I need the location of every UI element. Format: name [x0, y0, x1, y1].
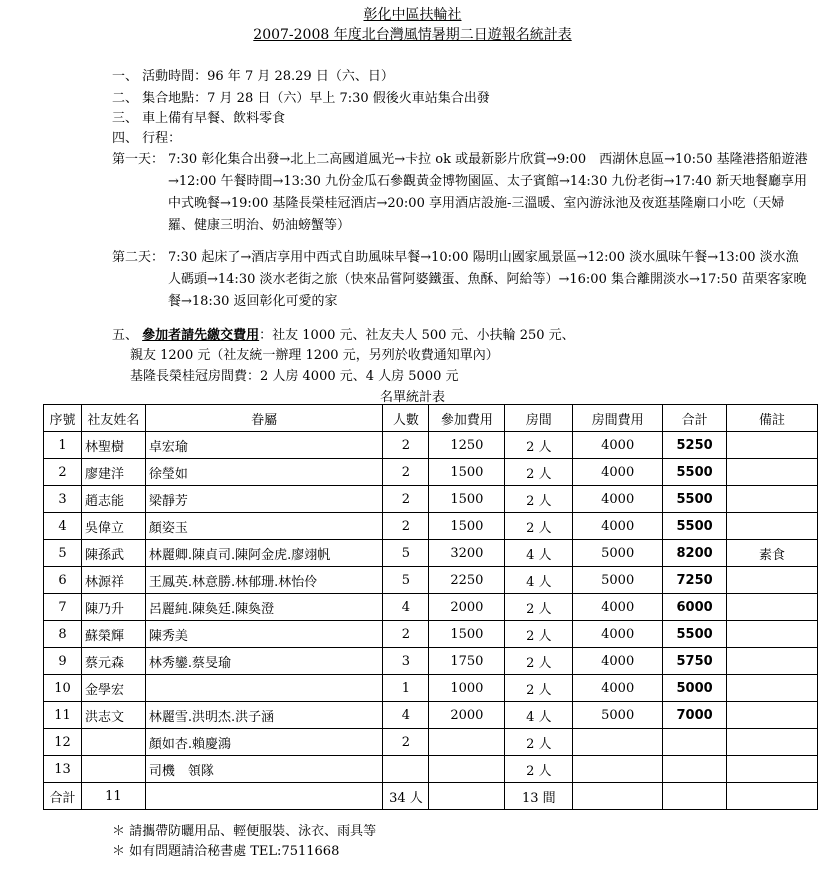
table-cell: 2: [383, 432, 429, 459]
table-cell: 陳秀美: [145, 621, 383, 648]
table-cell: 4: [44, 513, 82, 540]
table-cell: 5: [44, 540, 82, 567]
table-cell: 2250: [429, 567, 505, 594]
table-cell: 4 人: [505, 540, 573, 567]
col-header: 房間費用: [573, 405, 663, 432]
table-cell: 4000: [573, 675, 663, 702]
table-row: [44, 621, 818, 648]
table-cell: 王鳳英.林意勝.林郁珊.林怡伶: [145, 567, 383, 594]
table-cell: [429, 756, 505, 783]
table-cell: 梁靜芳: [145, 486, 383, 513]
table-cell: 4000: [573, 432, 663, 459]
table-row: [44, 540, 818, 567]
form-title: 2007-2008 年度北台灣風情暑期二日遊報名統計表: [253, 27, 572, 43]
table-cell: 5500: [663, 486, 727, 513]
table-cell: 4000: [573, 486, 663, 513]
table-cell: 5: [383, 540, 429, 567]
table-cell: [727, 432, 818, 459]
total-cell: 合計: [44, 783, 82, 810]
table-cell: [727, 756, 818, 783]
table-cell: [573, 756, 663, 783]
table-cell: [727, 486, 818, 513]
table-cell: 2: [383, 621, 429, 648]
fees-rest: ：社友 1000 元、社友夫人 500 元、小扶輪 250 元、: [259, 328, 575, 343]
table-cell: 2 人: [505, 432, 573, 459]
table-cell: 司機 領隊: [145, 756, 383, 783]
table-row: [44, 702, 818, 729]
table-cell: [727, 567, 818, 594]
table-cell: 1250: [429, 432, 505, 459]
table-row: [44, 594, 818, 621]
table-cell: 林麗卿.陳貞司.陳阿金虎.廖翊帆: [145, 540, 383, 567]
table-cell: 4000: [573, 648, 663, 675]
table-cell: 4: [383, 702, 429, 729]
meal-info: 三、 車上備有早餐、飲料零食: [112, 111, 286, 126]
table-row: [44, 567, 818, 594]
day-two-text: 7:30 起床了→酒店享用中西式自助風味早餐→10:00 陽明山國家風景區→12:00 淡水風味午餐→13:00 淡水漁人碼頭→14:30 淡水老街之旅（快來品嘗阿婆鐵蛋、魚酥、阿給等）→16:00 集合離開淡水→17:50 苗栗客家晚餐→18:30 返回彰化可愛的家: [168, 250, 807, 309]
table-cell: [81, 756, 145, 783]
table-cell: 徐瑩如: [145, 459, 383, 486]
table-cell: 2: [383, 729, 429, 756]
table-cell: 2 人: [505, 621, 573, 648]
table-cell: 洪志文: [81, 702, 145, 729]
table-cell: 2000: [429, 594, 505, 621]
table-cell: 2 人: [505, 459, 573, 486]
table-row: [44, 459, 818, 486]
table-cell: 4000: [573, 513, 663, 540]
table-cell: 2 人: [505, 729, 573, 756]
fees-line-2: 親友 1200 元（社友統一辦理 1200 元，另列於收費通知單內）: [130, 348, 499, 363]
table-cell: 5000: [573, 540, 663, 567]
table-title: 名單統計表: [379, 390, 445, 405]
table-cell: 13: [44, 756, 82, 783]
table-cell: 2: [383, 459, 429, 486]
table-cell: 3: [383, 648, 429, 675]
table-cell: 7000: [663, 702, 727, 729]
table-cell: 蘇榮輝: [81, 621, 145, 648]
table-cell: 6: [44, 567, 82, 594]
table-cell: 林秀鑾.蔡旻瑜: [145, 648, 383, 675]
total-cell: [727, 783, 818, 810]
table-cell: [663, 756, 727, 783]
table-cell: 8200: [663, 540, 727, 567]
col-header: 眷屬: [145, 405, 383, 432]
club-title: 彰化中區扶輪社: [363, 7, 462, 23]
table-cell: 6000: [663, 594, 727, 621]
table-cell: 1000: [429, 675, 505, 702]
table-cell: 4 人: [505, 702, 573, 729]
table-cell: 4: [383, 594, 429, 621]
table-cell: 5000: [663, 675, 727, 702]
col-header: 房間: [505, 405, 573, 432]
table-cell: 林聖樹: [81, 432, 145, 459]
table-cell: 林源祥: [81, 567, 145, 594]
table-cell: 5750: [663, 648, 727, 675]
day-one-label: 第一天：: [112, 152, 165, 167]
table-cell: 2: [383, 513, 429, 540]
table-cell: 2 人: [505, 594, 573, 621]
fees-bold: 參加者請先繳交費用: [142, 328, 260, 343]
table-cell: 1500: [429, 459, 505, 486]
total-cell: [429, 783, 505, 810]
table-cell: 11: [44, 702, 82, 729]
table-cell: 蔡元森: [81, 648, 145, 675]
table-cell: 5000: [573, 702, 663, 729]
table-cell: 2 人: [505, 486, 573, 513]
activity-time: 一、 活動時間：96 年 7 月 28.29 日（六、日）: [112, 69, 394, 84]
table-total-row: [44, 783, 818, 810]
table-row: [44, 513, 818, 540]
table-cell: [663, 729, 727, 756]
table-cell: 4 人: [505, 567, 573, 594]
table-cell: 2 人: [505, 675, 573, 702]
table-cell: 金學宏: [81, 675, 145, 702]
roster-table: [43, 404, 818, 810]
itinerary-heading: 四、 行程：: [112, 131, 182, 146]
fees-line-1: [112, 325, 575, 347]
table-cell: [727, 648, 818, 675]
table-cell: 卓宏瑜: [145, 432, 383, 459]
day-two-label: 第二天：: [112, 250, 165, 265]
table-cell: 5500: [663, 513, 727, 540]
table-cell: [81, 729, 145, 756]
table-cell: [573, 729, 663, 756]
table-cell: 7: [44, 594, 82, 621]
table-cell: 陳孫武: [81, 540, 145, 567]
table-cell: 1: [44, 432, 82, 459]
total-cell: 13 間: [505, 783, 573, 810]
table-cell: 1: [383, 675, 429, 702]
table-cell: 7250: [663, 567, 727, 594]
table-cell: 5250: [663, 432, 727, 459]
col-header: 合計: [663, 405, 727, 432]
note-2: ＊ 如有問題請洽秘書處 TEL:7511668: [112, 844, 340, 859]
table-cell: [727, 621, 818, 648]
table-cell: 1750: [429, 648, 505, 675]
table-cell: 1500: [429, 486, 505, 513]
table-cell: 4000: [573, 459, 663, 486]
table-cell: 5500: [663, 621, 727, 648]
total-cell: 34 人: [383, 783, 429, 810]
total-cell: 11: [81, 783, 145, 810]
table-cell: 1500: [429, 513, 505, 540]
table-cell: 5000: [573, 567, 663, 594]
table-cell: [727, 729, 818, 756]
table-cell: [429, 729, 505, 756]
table-cell: 4000: [573, 621, 663, 648]
table-cell: 1500: [429, 621, 505, 648]
col-header: 序號: [44, 405, 82, 432]
fees-prefix: 五、: [112, 328, 143, 343]
table-cell: 陳乃升: [81, 594, 145, 621]
table-row: [44, 432, 818, 459]
table-cell: [727, 594, 818, 621]
table-cell: [727, 513, 818, 540]
table-header-row: [44, 405, 818, 432]
table-cell: 2000: [429, 702, 505, 729]
note-1: ＊ 請攜帶防曬用品、輕便服裝、泳衣、雨具等: [112, 824, 377, 839]
table-cell: 廖建洋: [81, 459, 145, 486]
table-cell: 趙志能: [81, 486, 145, 513]
table-cell: [727, 702, 818, 729]
table-row: [44, 486, 818, 513]
col-header: 備註: [727, 405, 818, 432]
table-cell: [145, 675, 383, 702]
total-cell: [663, 783, 727, 810]
table-cell: 顏如杏.賴慶鴻: [145, 729, 383, 756]
table-cell: 3: [44, 486, 82, 513]
table-cell: [727, 675, 818, 702]
table-cell: [727, 459, 818, 486]
table-cell: 2: [44, 459, 82, 486]
table-cell: 2 人: [505, 513, 573, 540]
table-cell: 5: [383, 567, 429, 594]
fees-line-3: 基隆長榮桂冠房間費：2 人房 4000 元、4 人房 5000 元: [130, 369, 459, 384]
table-cell: 2: [383, 486, 429, 513]
table-cell: 素食: [727, 540, 818, 567]
table-cell: [383, 756, 429, 783]
day-one-text: 7:30 彰化集合出發→北上二高國道風光→卡拉 ok 或最新影片欣賞→9:00 西湖休息區→10:50 基隆港搭船遊港→12:00 午餐時間→13:30 九份金瓜石參觀黃金博物園區、太子賓館→14:30 九份老街→17:40 新天地餐廳享用中式晚餐→19:00 基隆長榮桂冠酒店→20:00 享用酒店設施-三溫暖、室內游泳池及夜逛基隆廟口小吃（天婦羅、健康三明治、奶油螃蟹等）: [168, 152, 808, 233]
table-cell: 8: [44, 621, 82, 648]
table-cell: 10: [44, 675, 82, 702]
total-cell: [573, 783, 663, 810]
table-cell: 4000: [573, 594, 663, 621]
table-cell: 3200: [429, 540, 505, 567]
col-header: 人數: [383, 405, 429, 432]
table-cell: 吳偉立: [81, 513, 145, 540]
total-cell: [145, 783, 383, 810]
table-cell: 呂麗純.陳奐廷.陳奐澄: [145, 594, 383, 621]
table-body: [44, 432, 818, 783]
meeting-place: 二、 集合地點：7 月 28 日（六）早上 7:30 假後火車站集合出發: [112, 91, 490, 106]
col-header: 參加費用: [429, 405, 505, 432]
table-cell: 5500: [663, 459, 727, 486]
table-cell: 9: [44, 648, 82, 675]
table-cell: 林麗雪.洪明杰.洪子涵: [145, 702, 383, 729]
table-cell: 顏姿玉: [145, 513, 383, 540]
table-cell: 12: [44, 729, 82, 756]
table-cell: 2 人: [505, 648, 573, 675]
table-row: [44, 675, 818, 702]
table-cell: 2 人: [505, 756, 573, 783]
col-header: 社友姓名: [81, 405, 145, 432]
table-row: [44, 648, 818, 675]
table-row: [44, 756, 818, 783]
table-row: [44, 729, 818, 756]
